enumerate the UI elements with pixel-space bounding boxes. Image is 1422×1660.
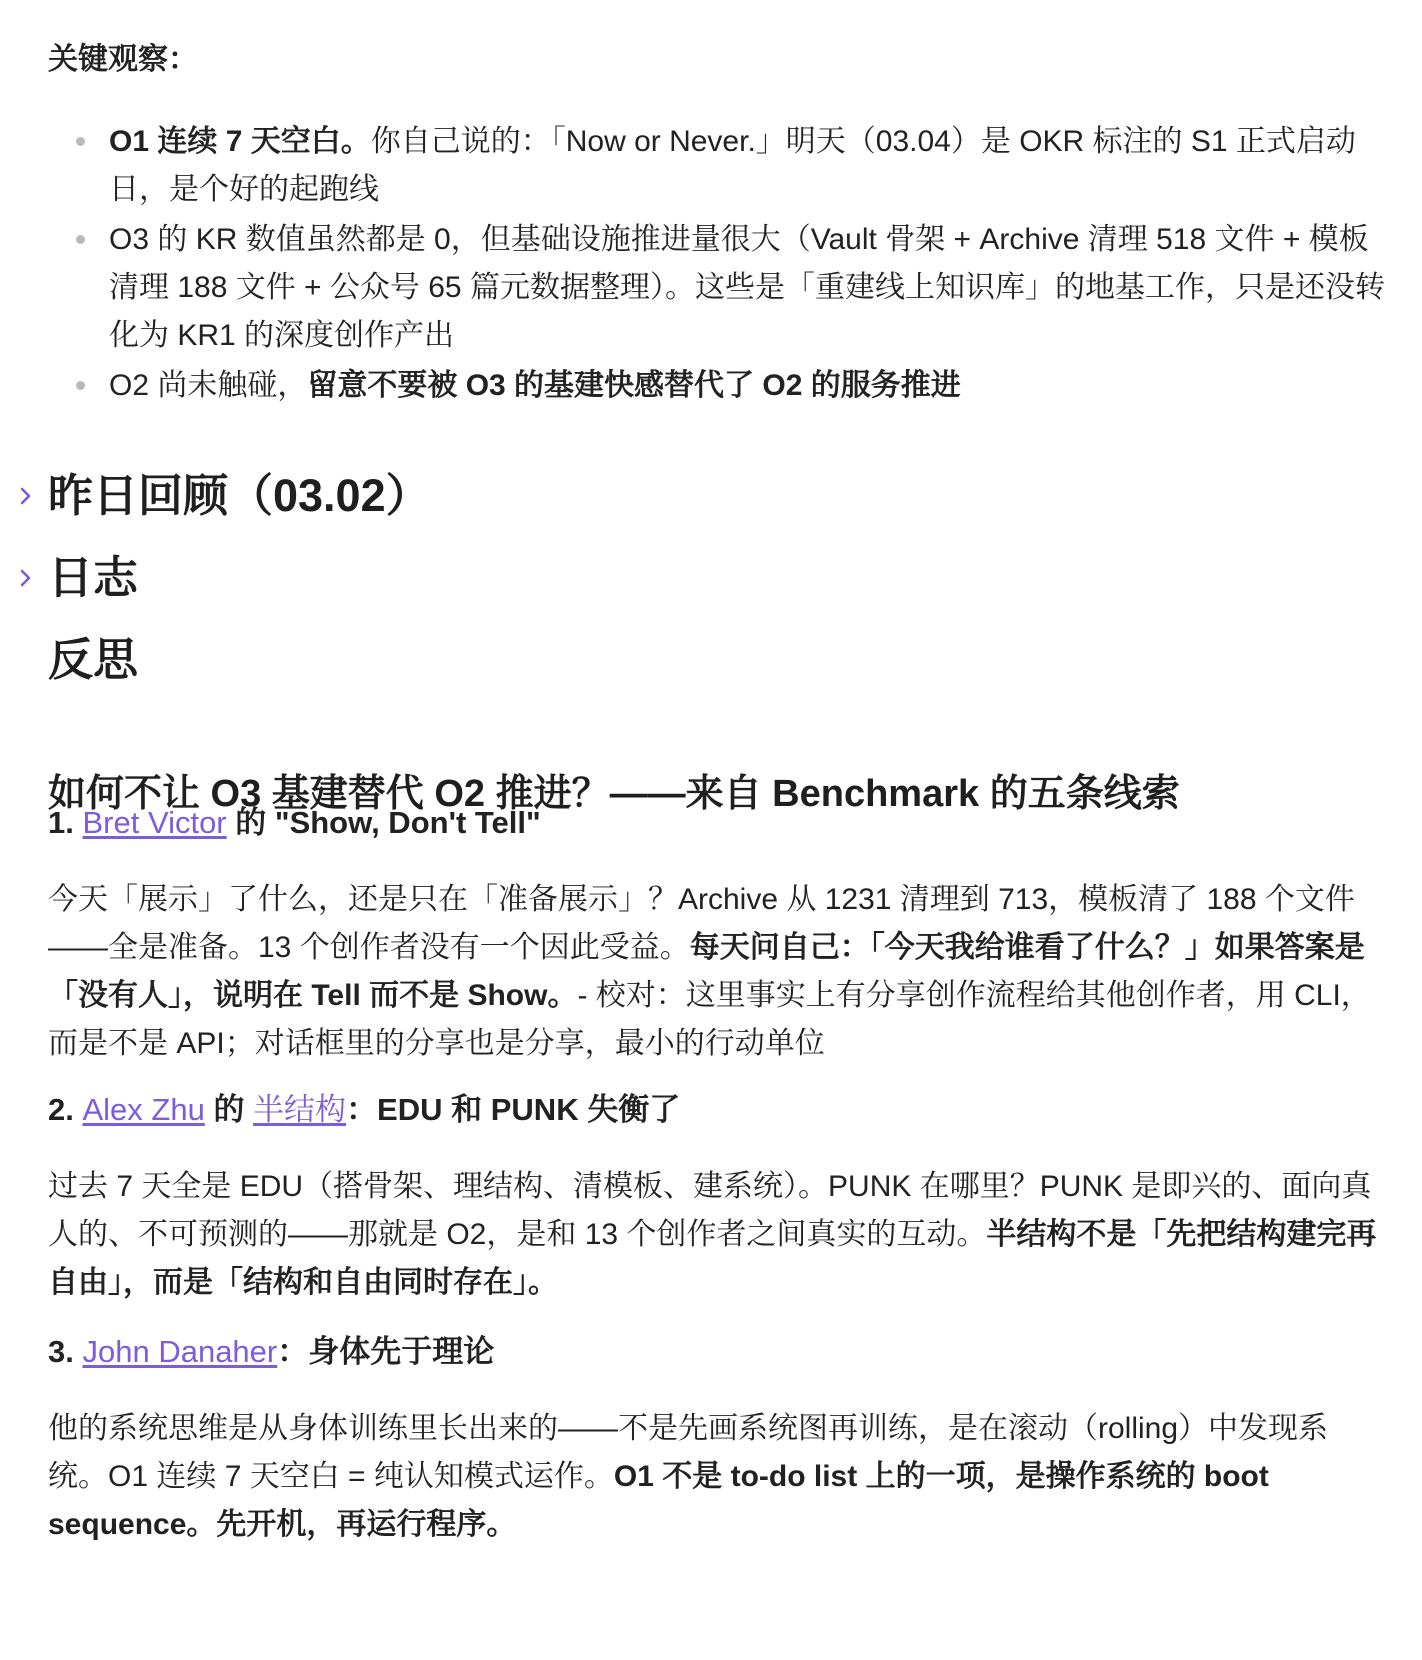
clue-3-heading: 3. John Danaher：身体先于理论 <box>48 1334 495 1369</box>
link-john-danaher[interactable]: John Danaher <box>82 1334 278 1369</box>
link-alex-zhu[interactable]: Alex Zhu <box>82 1092 205 1127</box>
link-bret-victor[interactable]: Bret Victor <box>82 805 227 840</box>
clue-1-paragraph: 今天「展示」了什么，还是只在「准备展示」？Archive 从 1231 清理到 713，模板清了 188 个文件——全是准备。13 个创作者没有一个因此受益。每天问自己：「今天我给谁看了什么？」如果答案是「没有人」，说明在 Tell 而不是 Show。- 校对：这里事实上有分享创作流程给其他创作者，用 CLI，而是不是 API；对话框里的分享也是分享，最小的行动单位 <box>48 883 1371 1060</box>
key-observations-title: 关键观察： <box>48 43 198 76</box>
reflection-subheading: 如何不让 O3 基建替代 O2 推进？——来自 Benchmark 的五条线索 <box>48 773 1180 815</box>
bullet-icon <box>76 137 85 146</box>
heading-log[interactable]: 日志 <box>48 548 138 608</box>
list-item: O3 的 KR 数值虽然都是 0，但基础设施推进量很大（Vault 骨架 + Archive 清理 518 文件 + 模板清理 188 文件 + 公众号 65 篇元数据整理）。这些是「重建线上知识库」的地基工作，只是还没转化为 KR1 的深度创作产出 <box>48 216 1388 360</box>
clue-2-heading: 2. Alex Zhu 的 半结构：EDU 和 PUNK 失衡了 <box>48 1092 681 1127</box>
bullet-icon <box>76 235 85 244</box>
clue-2-paragraph: 过去 7 天全是 EDU（搭骨架、理结构、清模板、建系统）。PUNK 在哪里？PUNK 是即兴的、面向真人的、不可预测的——那就是 O2，是和 13 个创作者之间真实的互动。半结构不是「先把结构建完再自由」，而是「结构和自由同时存在」。 <box>48 1170 1377 1299</box>
list-item: O2 尚未触碰，留意不要被 O3 的基建快感替代了 O2 的服务推进 <box>48 362 1388 410</box>
heading-reflection: 反思 <box>48 634 139 685</box>
list-item: O1 连续 7 天空白。你自己说的：「Now or Never.」明天（03.04）是 OKR 标注的 S1 正式启动日，是个好的起跑线 <box>48 118 1388 214</box>
link-semi-structure[interactable]: 半结构 <box>253 1092 347 1127</box>
chevron-right-icon[interactable] <box>18 486 34 506</box>
heading-yesterday-review[interactable]: 昨日回顾（03.02） <box>48 466 431 526</box>
bullet-icon <box>76 381 85 390</box>
chevron-right-icon[interactable] <box>18 568 34 588</box>
clue-1-heading: 1. Bret Victor 的 "Show, Don't Tell" <box>48 805 541 840</box>
observations-list <box>48 118 1388 412</box>
clue-3-paragraph: 他的系统思维是从身体训练里长出来的——不是先画系统图再训练，是在滚动（rolling）中发现系统。O1 连续 7 天空白 = 纯认知模式运作。O1 不是 to-do list 上的一项，是操作系统的 boot sequence。先开机，再运行程序。 <box>48 1412 1329 1541</box>
